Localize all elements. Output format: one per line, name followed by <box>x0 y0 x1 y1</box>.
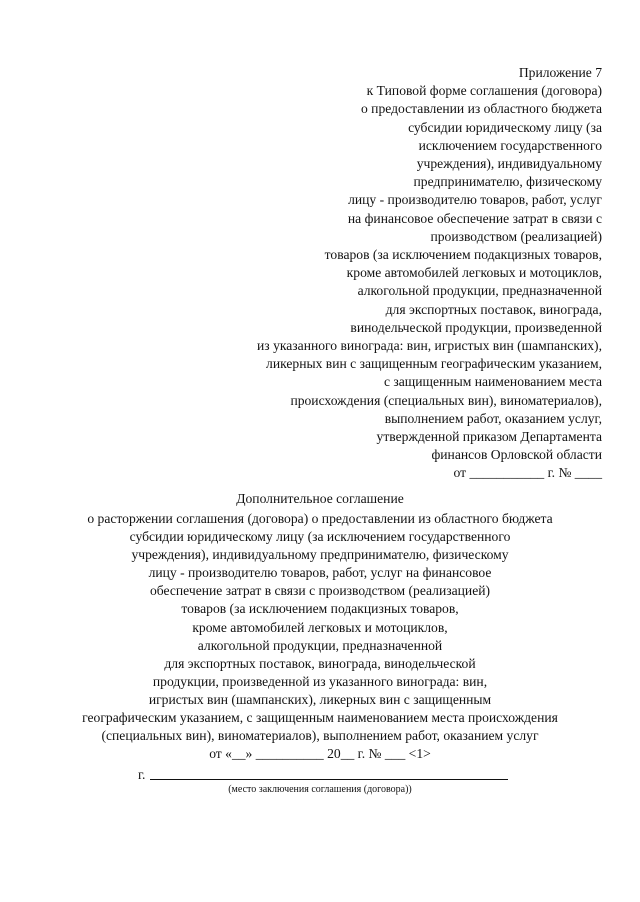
place-blank-line <box>150 779 508 780</box>
appendix-line: утвержденной приказом Департамента <box>376 429 602 445</box>
appendix-line: субсидии юридическому лицу (за <box>408 119 602 135</box>
appendix-line: происхождения (специальных вин), виноматериалов), <box>290 392 602 408</box>
agreement-line: алкогольной продукции, предназначенной <box>197 637 443 653</box>
agreement-line: обеспечение затрат в связи с производством (реализацией) <box>149 583 491 599</box>
place-caption: (место заключения соглашения (договора)) <box>228 784 412 795</box>
appendix-line: товаров (за исключением подакцизных товаров, <box>324 247 602 263</box>
agreement-line: субсидии юридическому лицу (за исключением государственного <box>129 529 511 545</box>
appendix-header <box>162 64 602 483</box>
agreement-title: Дополнительное соглашение <box>236 491 404 506</box>
appendix-line: винодельческой продукции, произведенной <box>350 319 602 335</box>
appendix-line: с защищенным наименованием места <box>383 374 602 390</box>
appendix-line: предпринимателю, физическому <box>413 174 602 190</box>
agreement-date-line: от «__» __________ 20__ г. № ___ <1> <box>209 746 431 762</box>
appendix-date-line: от ___________ г. № ____ <box>453 465 602 481</box>
appendix-line: финансов Орловской области <box>431 447 602 463</box>
appendix-line: из указанного винограда: вин, игристых вин (шампанских), <box>257 338 602 354</box>
agreement-line: (специальных вин), виноматериалов), выполнением работ, оказанием услуг <box>101 728 539 744</box>
appendix-line: кроме автомобилей легковых и мотоциклов, <box>346 265 602 281</box>
appendix-line: исключением государственного <box>418 137 602 153</box>
place-prefix: г. <box>138 767 146 782</box>
appendix-line: Приложение 7 <box>518 65 602 80</box>
appendix-line: производством (реализацией) <box>430 228 602 244</box>
agreement-line: игристых вин (шампанских), ликерных вин с защищенным <box>148 691 492 707</box>
appendix-line: о предоставлении из областного бюджета <box>360 101 602 117</box>
agreement-line: товаров (за исключением подакцизных товаров, <box>181 601 459 617</box>
appendix-line: на финансовое обеспечение затрат в связи с <box>347 210 602 226</box>
appendix-line: выполнением работ, оказанием услуг, <box>384 410 602 426</box>
agreement-line: географическим указанием, с защищенным наименованием места происхождения <box>82 710 558 726</box>
agreement-subject <box>20 510 620 763</box>
agreement-line: лицу - производителю товаров, работ, услуг на финансовое <box>148 565 492 581</box>
place-of-conclusion <box>138 766 518 784</box>
agreement-line: кроме автомобилей легковых и мотоциклов, <box>192 619 448 635</box>
appendix-line: для экспортных поставок, винограда, <box>385 301 602 317</box>
appendix-line: алкогольной продукции, предназначенной <box>357 283 602 299</box>
agreement-line: учреждения), индивидуальному предпринимателю, физическому <box>131 547 509 563</box>
agreement-line: о расторжении соглашения (договора) о предоставлении из областного бюджета <box>87 511 553 526</box>
appendix-line: к Типовой форме соглашения (договора) <box>366 83 602 99</box>
agreement-line: для экспортных поставок, винограда, винодельческой <box>164 655 476 671</box>
appendix-line: учреждения), индивидуальному <box>416 156 602 172</box>
appendix-line: лицу - производителю товаров, работ, услуг <box>348 192 602 208</box>
appendix-line: ликерных вин с защищенным географическим указанием, <box>266 356 602 372</box>
agreement-line: продукции, произведенной из указанного винограда: вин, <box>152 673 488 689</box>
